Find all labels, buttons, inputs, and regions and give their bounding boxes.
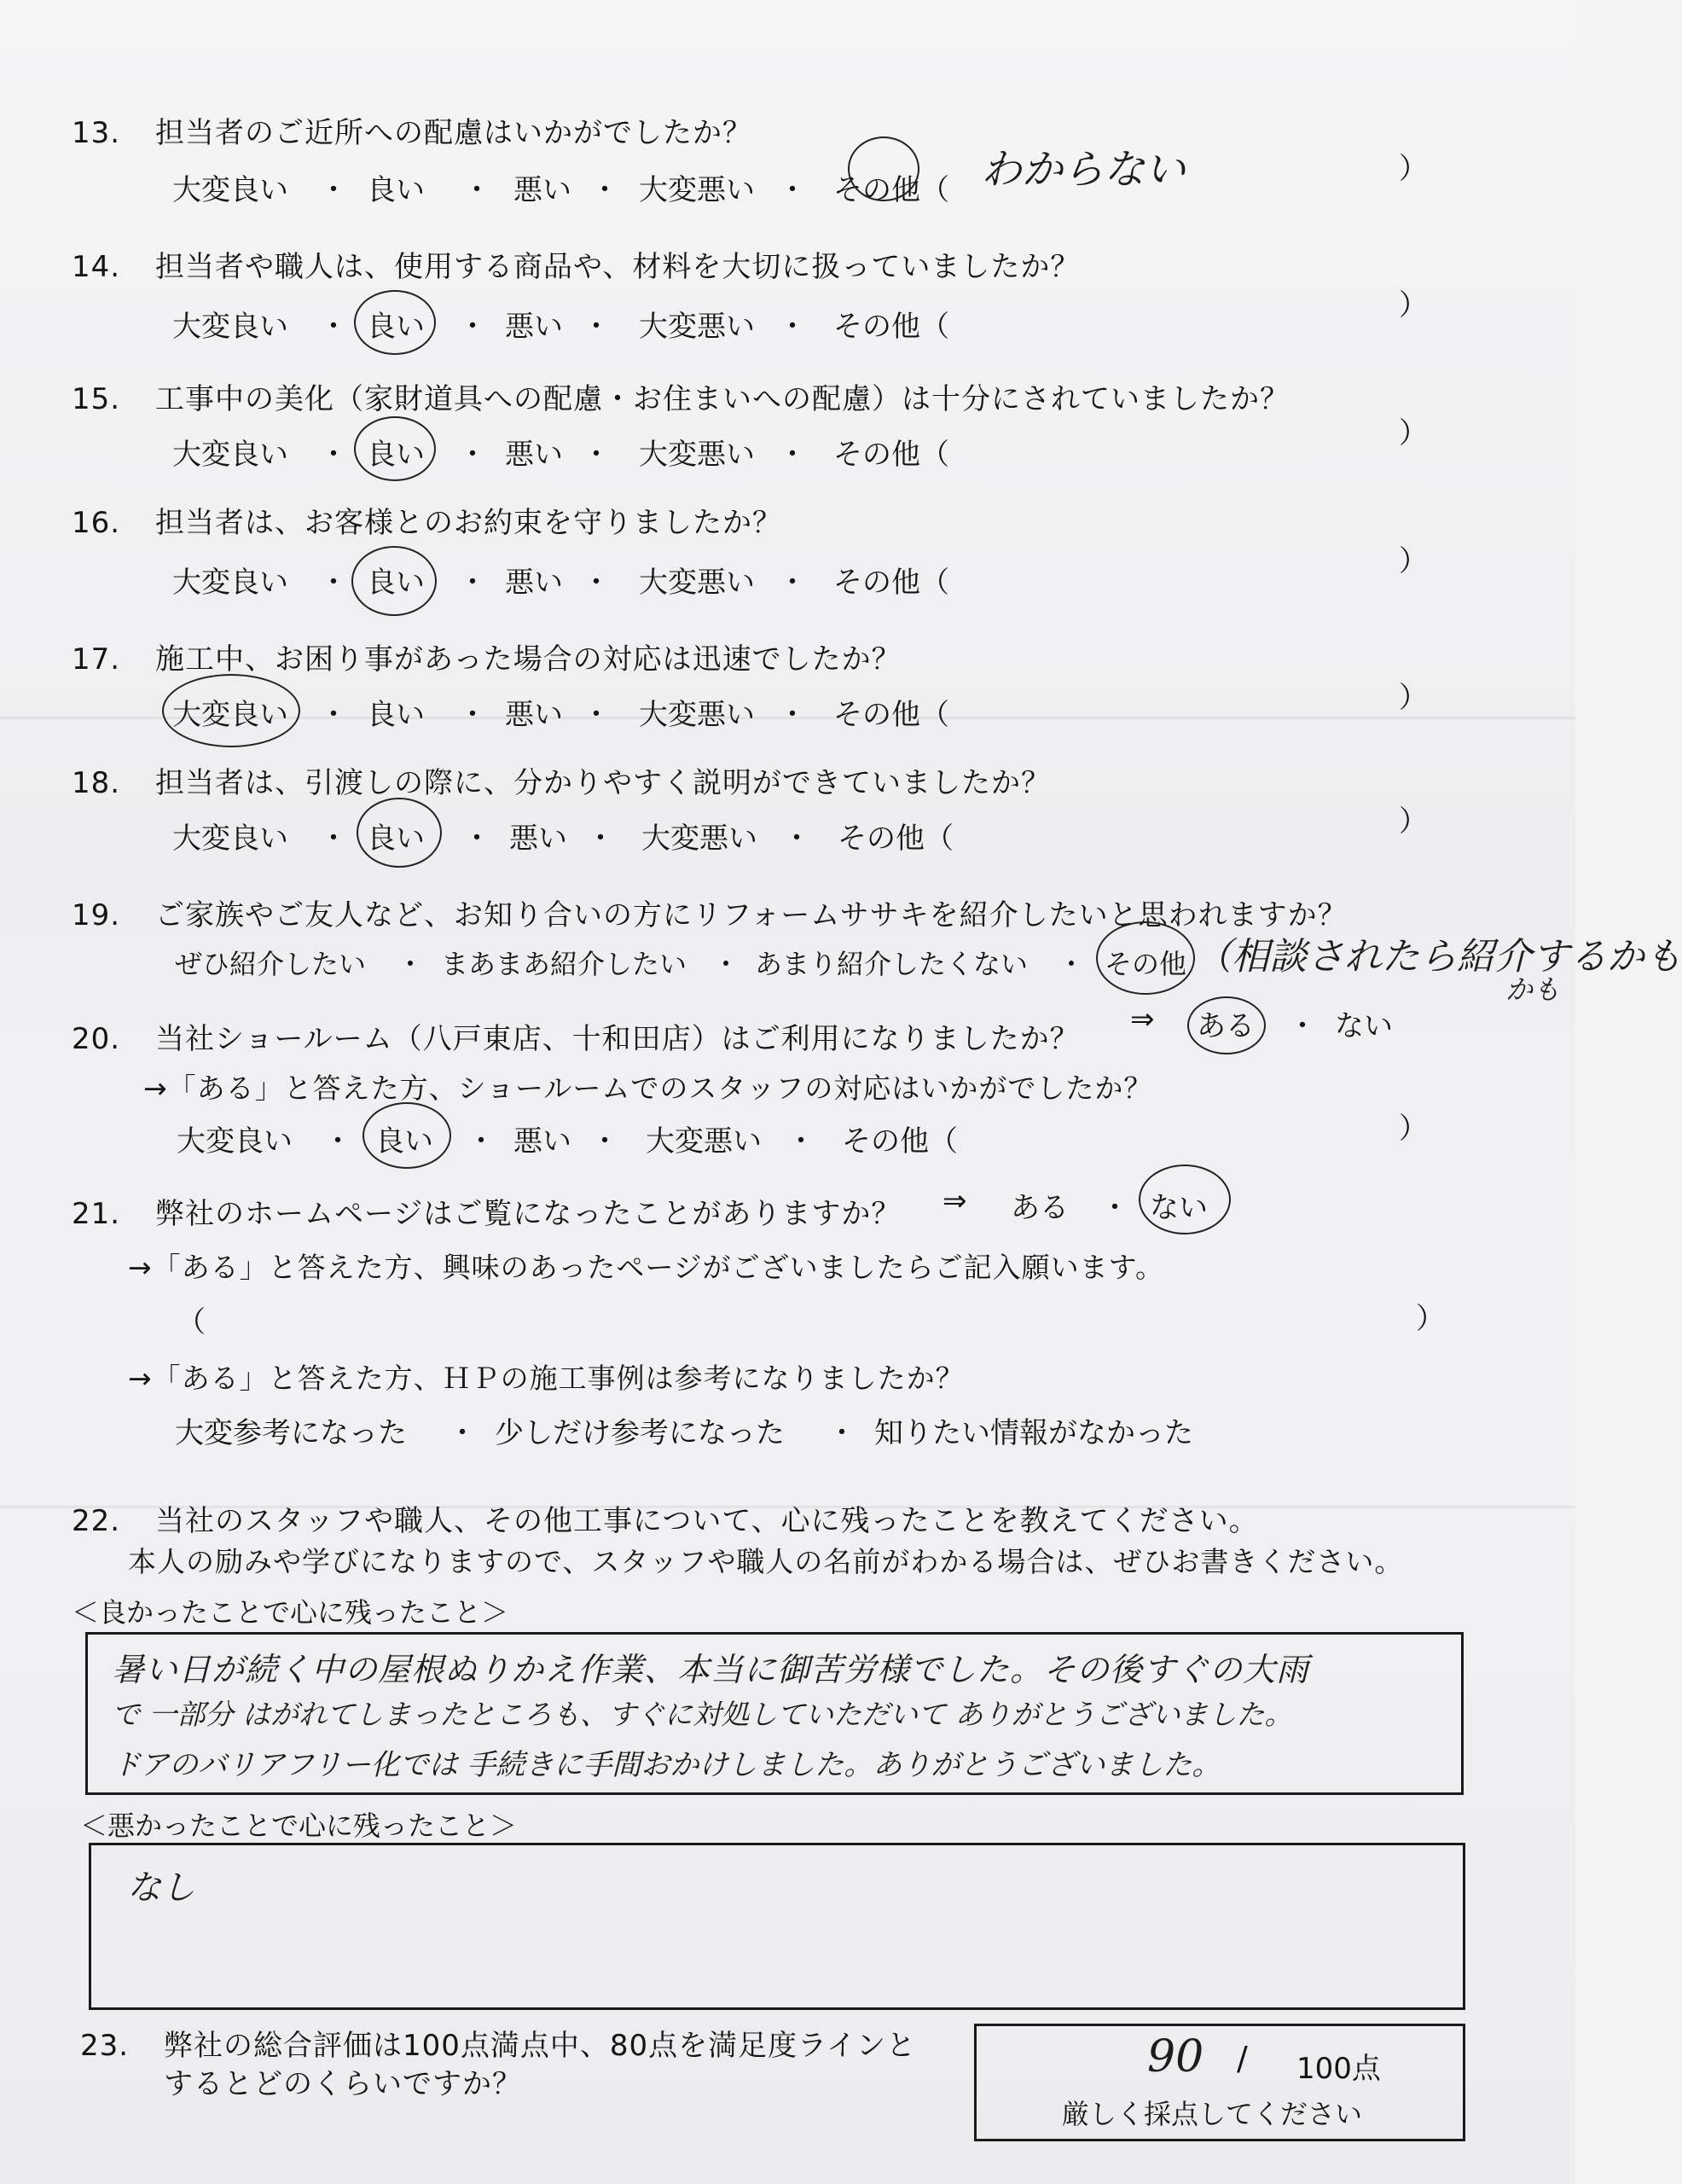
option-somewhat-helpful[interactable]: 少しだけ参考になった [495, 1416, 785, 1450]
option-good[interactable]: 良い [367, 310, 425, 344]
arrow-icon: ⇒ [1130, 1002, 1155, 1037]
option-other[interactable]: その他（ [842, 1124, 958, 1159]
separator: ・ [778, 173, 807, 207]
option-other[interactable]: その他（ [833, 698, 949, 732]
option-other[interactable]: その他（ [833, 566, 949, 600]
handwritten-other-19-cont: かも [1505, 973, 1561, 1006]
score-slash: / [1237, 2040, 1248, 2077]
separator: ・ [1058, 948, 1086, 980]
reference-options-21 [175, 1409, 1412, 1452]
option-good[interactable]: 良い [367, 438, 425, 472]
option-good[interactable]: 良い [375, 1124, 433, 1159]
answer-circle [357, 798, 442, 868]
score-note: 厳しく採点してください [1062, 2098, 1363, 2130]
separator: ・ [778, 438, 807, 472]
close-paren: ） [1399, 1112, 1428, 1146]
option-very-good[interactable]: 大変良い [172, 566, 288, 600]
answer-circle [162, 674, 300, 747]
option-other[interactable]: その他 [1105, 948, 1187, 980]
question-14: 14. 担当者や職人は、使用する商品や、材料を大切に扱っていましたか？ [72, 250, 1081, 284]
good-memory-line: で 一部分 はがれてしまったところも、すぐに対処していただいて ありがとうございました。 [112, 1698, 1293, 1731]
separator: ・ [323, 1124, 352, 1159]
separator: ・ [319, 310, 348, 344]
question-20: 20. 当社ショールーム（八戸東店、十和田店）はご利用になりましたか？ [72, 1022, 1080, 1056]
option-yes[interactable]: ある [1011, 1191, 1069, 1225]
option-other[interactable]: その他（ [833, 173, 949, 207]
separator: ・ [319, 698, 348, 732]
option-bad[interactable]: 悪い [513, 173, 571, 207]
option-not-really[interactable]: あまり紹介したくない [755, 948, 1029, 980]
homepage-yes-no [942, 1184, 1284, 1227]
option-bad[interactable]: 悪い [505, 566, 563, 600]
close-paren: ） [1399, 544, 1428, 578]
bad-memories-box[interactable] [89, 1843, 1465, 2010]
answer-circle [354, 416, 436, 481]
option-very-bad[interactable]: 大変悪い [639, 566, 755, 600]
separator: ・ [458, 438, 487, 472]
separator: ・ [319, 822, 348, 856]
score-max: 100点 [1296, 2052, 1381, 2086]
option-very-bad[interactable]: 大変悪い [639, 173, 755, 207]
separator: ・ [827, 1416, 856, 1450]
question-20-followup: →「ある」と答えた方、ショールームでのスタッフの対応はいかがでしたか？ [143, 1072, 1153, 1105]
separator: ・ [1288, 1009, 1317, 1043]
separator: ・ [458, 310, 487, 344]
option-good[interactable]: 良い [367, 698, 425, 732]
separator: ・ [319, 566, 348, 600]
close-paren: ） [1416, 1302, 1445, 1336]
answer-circle [354, 290, 436, 355]
bad-memories-header: ＜悪かったことで心に残ったこと＞ [80, 1809, 518, 1842]
option-good[interactable]: 良い [367, 566, 425, 600]
option-very-good[interactable]: 大変良い [172, 698, 288, 732]
separator: ・ [582, 310, 611, 344]
question-21-followup2: →「ある」と答えた方、ＨＰの施工事例は参考になりましたか？ [128, 1362, 965, 1395]
answer-circle [362, 1102, 451, 1169]
separator: ・ [586, 822, 615, 856]
option-very-bad[interactable]: 大変悪い [639, 698, 755, 732]
option-yes[interactable]: ある [1197, 1009, 1255, 1043]
good-memory-line: 暑い日が続く中の屋根ぬりかえ作業、本当に御苦労様でした。その後すぐの大雨 [112, 1651, 1310, 1688]
separator: ・ [458, 566, 487, 600]
option-bad[interactable]: 悪い [509, 822, 567, 856]
question-21-followup1: →「ある」と答えた方、興味のあったページがございましたらご記入願います。 [128, 1251, 1165, 1284]
answer-circle [1139, 1165, 1231, 1234]
option-other[interactable]: その他（ [833, 310, 949, 344]
question-22: 22. 当社のスタッフや職人、その他工事について、心に残ったことを教えてください。 [72, 1504, 1259, 1538]
close-paren: ） [1399, 416, 1428, 450]
separator: ・ [786, 1124, 815, 1159]
option-very-bad[interactable]: 大変悪い [646, 1124, 762, 1159]
rating-options-13 [172, 166, 1452, 209]
question-16: 16. 担当者は、お客様とのお約束を守りましたか？ [72, 506, 782, 540]
answer-circle [1096, 921, 1195, 995]
option-good[interactable]: 良い [367, 822, 425, 856]
good-memory-line: ドアのバリアフリー化では 手続きに手間おかけしました。ありがとうございました。 [112, 1748, 1221, 1782]
option-very-good[interactable]: 大変良い [172, 173, 288, 207]
separator: ・ [458, 698, 487, 732]
option-no-info[interactable]: 知りたい情報がなかった [874, 1416, 1193, 1450]
handwritten-other-19: （相談されたら紹介するかも [1194, 935, 1682, 979]
option-very-bad[interactable]: 大変悪い [641, 822, 757, 856]
separator: ・ [590, 1124, 619, 1159]
question-13: 13. 担当者のご近所への配慮はいかがでしたか？ [72, 116, 752, 150]
option-bad[interactable]: 悪い [513, 1124, 571, 1159]
option-very-good[interactable]: 大変良い [172, 310, 288, 344]
handwritten-other-13: わからない [981, 146, 1186, 194]
option-definitely[interactable]: ぜひ紹介したい [175, 948, 367, 980]
open-paren: （ [177, 1305, 206, 1339]
score-value: 90 [1147, 2031, 1204, 2082]
separator: ・ [582, 438, 611, 472]
option-very-good[interactable]: 大変良い [177, 1124, 293, 1159]
question-23-line2: するとどのくらいですか？ [164, 2067, 522, 2101]
question-22-sub: 本人の励みや学びになりますので、スタッフや職人の名前がわかる場合は、ぜひお書きください。 [128, 1545, 1404, 1578]
question-23: 23. 弊社の総合評価は100点満点中、80点を満足度ラインと [80, 2029, 917, 2063]
good-memories-box[interactable] [85, 1632, 1464, 1795]
close-paren: ） [1399, 288, 1428, 322]
separator: ・ [448, 1416, 477, 1450]
answer-circle [848, 136, 919, 201]
option-very-bad[interactable]: 大変悪い [639, 310, 755, 344]
separator: ・ [319, 438, 348, 472]
option-somewhat[interactable]: まあまあ紹介したい [441, 948, 687, 980]
separator: ・ [582, 698, 611, 732]
separator: ・ [590, 173, 619, 207]
answer-circle [351, 546, 437, 616]
question-15: 15. 工事中の美化（家財道具への配慮・お住まいへの配慮）は十分にされていましたか？ [72, 382, 1290, 416]
question-18: 18. 担当者は、引渡しの際に、分かりやすく説明ができていましたか？ [72, 766, 1051, 800]
answer-circle [1187, 996, 1266, 1054]
option-bad[interactable]: 悪い [505, 310, 563, 344]
option-good[interactable]: 良い [367, 173, 425, 207]
option-bad[interactable]: 悪い [505, 698, 563, 732]
option-other[interactable]: その他（ [838, 822, 954, 856]
close-paren: ） [1399, 681, 1428, 715]
question-17: 17. 施工中、お困り事があった場合の対応は迅速でしたか？ [72, 642, 902, 677]
option-very-bad[interactable]: 大変悪い [639, 438, 755, 472]
close-paren: ） [1399, 804, 1428, 839]
option-other[interactable]: その他（ [833, 438, 949, 472]
separator: ・ [712, 948, 740, 980]
option-no[interactable]: ない [1335, 1009, 1393, 1043]
arrow-icon: ⇒ [942, 1184, 967, 1218]
option-very-good[interactable]: 大変良い [172, 822, 288, 856]
separator: ・ [462, 173, 491, 207]
close-paren: ） [1399, 152, 1428, 186]
score-box[interactable] [974, 2024, 1465, 2141]
separator: ・ [778, 310, 807, 344]
separator: ・ [397, 948, 425, 980]
option-very-good[interactable]: 大変良い [172, 438, 288, 472]
showroom-yes-no [1130, 1002, 1505, 1045]
bad-memory-text: なし [127, 1868, 195, 1908]
rating-options-17 [172, 691, 1452, 734]
question-21: 21. 弊社のホームページはご覧になったことがありますか？ [72, 1197, 902, 1231]
separator: ・ [582, 566, 611, 600]
separator: ・ [782, 822, 811, 856]
good-memories-header: ＜良かったことで心に残ったこと＞ [72, 1596, 509, 1629]
separator: ・ [778, 698, 807, 732]
separator: ・ [778, 566, 807, 600]
separator: ・ [319, 173, 348, 207]
separator: ・ [1100, 1191, 1129, 1225]
option-bad[interactable]: 悪い [505, 438, 563, 472]
question-19: 19. ご家族やご友人など、お知り合いの方にリフォームササキを紹介したいと思われますか？ [72, 898, 1348, 932]
separator: ・ [467, 1124, 496, 1159]
option-very-helpful[interactable]: 大変参考になった [175, 1416, 407, 1450]
separator: ・ [462, 822, 491, 856]
option-no[interactable]: ない [1150, 1191, 1208, 1225]
